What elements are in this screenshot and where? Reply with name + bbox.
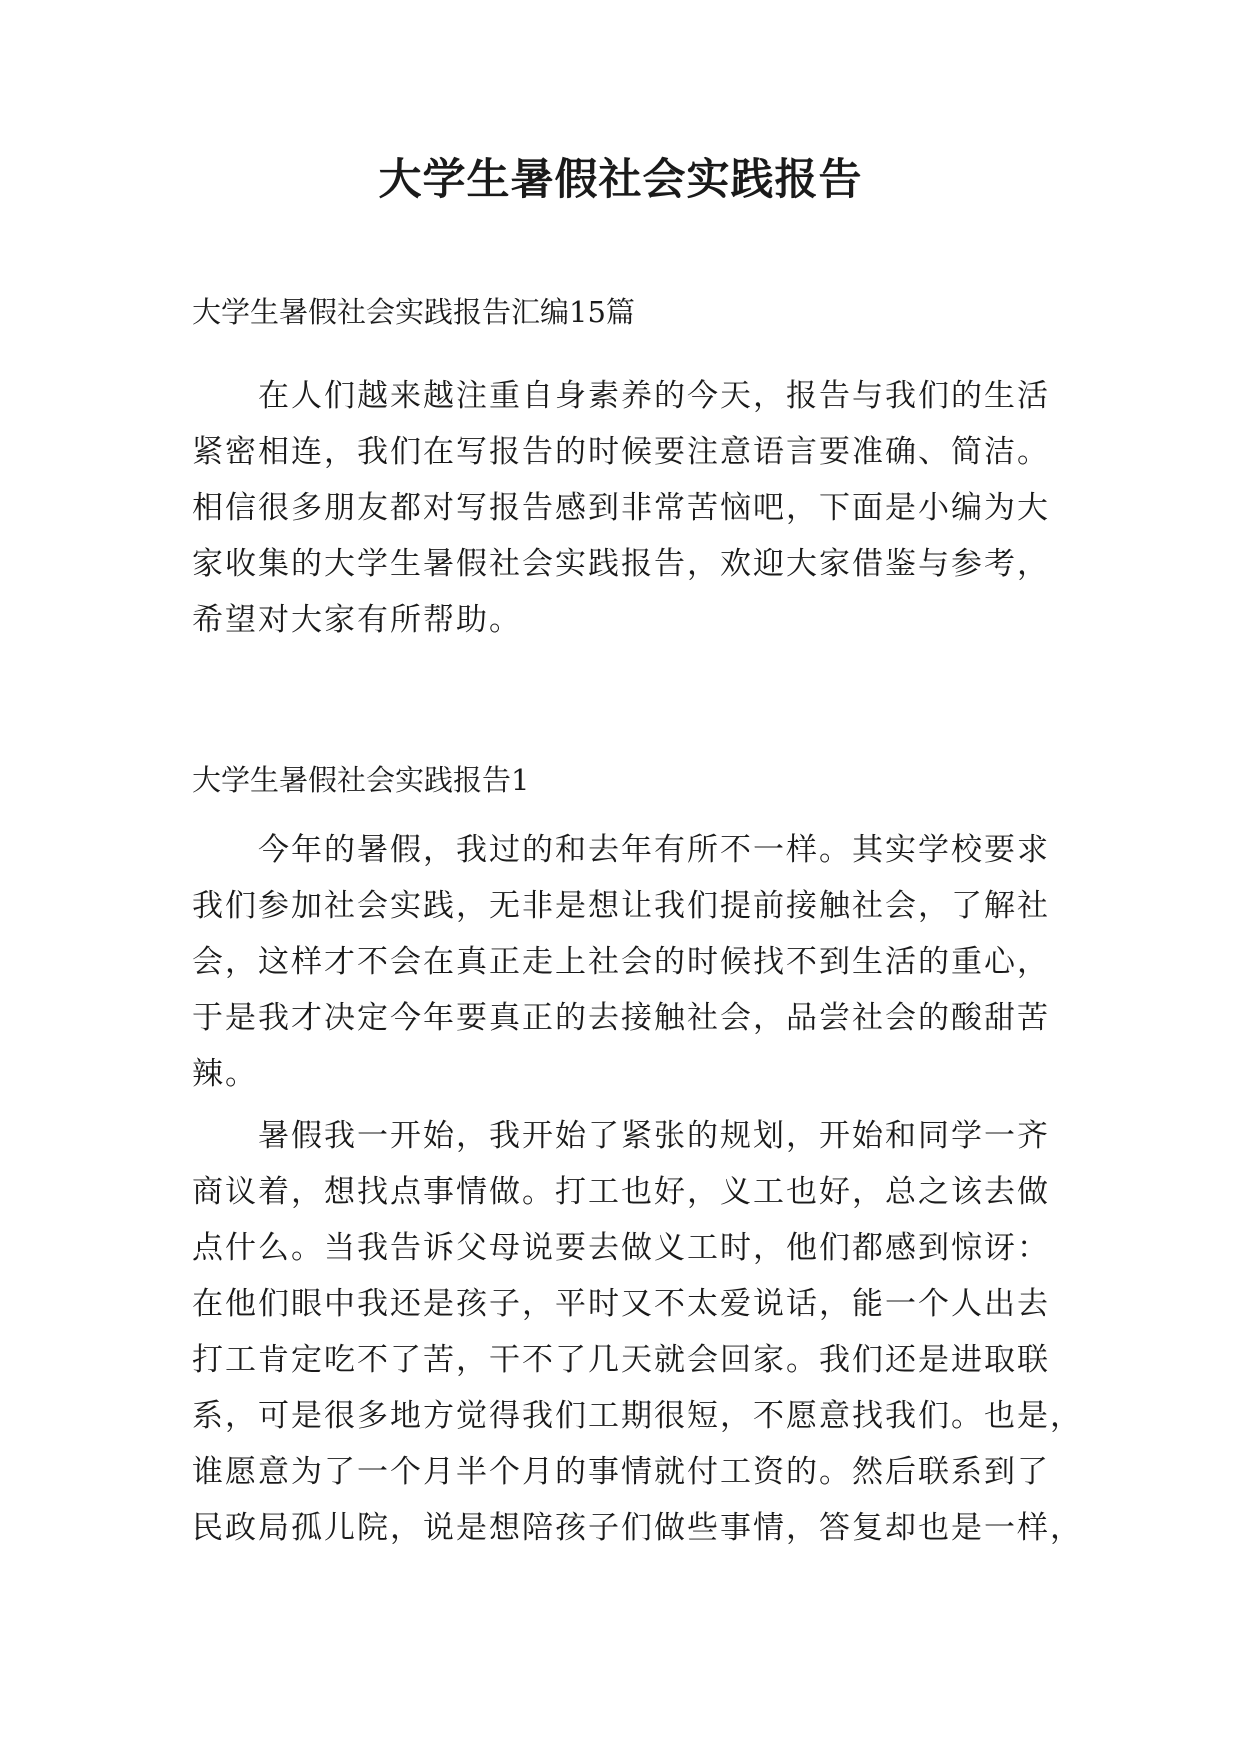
paragraph-line: 家收集的大学生暑假社会实践报告，欢迎大家借鉴与参考， <box>192 546 1050 582</box>
paragraph-line: 谁愿意为了一个月半个月的事情就付工资的。然后联系到了 <box>192 1454 1050 1490</box>
paragraph-line: 希望对大家有所帮助。 <box>192 602 522 638</box>
paragraph-line: 在人们越来越注重自身素养的今天，报告与我们的生活 <box>258 378 1050 414</box>
paragraph-line: 民政局孤儿院，说是想陪孩子们做些事情，答复却也是一样， <box>192 1510 1083 1546</box>
section-heading: 大学生暑假社会实践报告1 <box>192 763 530 797</box>
paragraph-line: 点什么。当我告诉父母说要去做义工时，他们都感到惊讶： <box>192 1230 1050 1266</box>
document-title: 大学生暑假社会实践报告 <box>378 155 863 205</box>
paragraph-line: 于是我才决定今年要真正的去接触社会，品尝社会的酸甜苦 <box>192 1000 1050 1036</box>
document-subtitle: 大学生暑假社会实践报告汇编15篇 <box>192 295 635 329</box>
paragraph-line: 今年的暑假，我过的和去年有所不一样。其实学校要求 <box>258 832 1050 868</box>
paragraph-line: 打工肯定吃不了苦，干不了几天就会回家。我们还是进取联 <box>192 1342 1050 1378</box>
body-paragraph <box>192 1108 1083 1556</box>
paragraph-line: 辣。 <box>192 1056 258 1092</box>
paragraph-line: 我们参加社会实践，无非是想让我们提前接触社会，了解社 <box>192 888 1050 924</box>
paragraph-line: 在他们眼中我还是孩子，平时又不太爱说话，能一个人出去 <box>192 1286 1050 1322</box>
paragraph-line: 暑假我一开始，我开始了紧张的规划，开始和同学一齐 <box>258 1118 1050 1154</box>
paragraph-line: 商议着，想找点事情做。打工也好，义工也好，总之该去做 <box>192 1174 1050 1210</box>
paragraph-line: 相信很多朋友都对写报告感到非常苦恼吧，下面是小编为大 <box>192 490 1050 526</box>
paragraph-line: 紧密相连，我们在写报告的时候要注意语言要准确、简洁。 <box>192 434 1050 470</box>
body-paragraph <box>192 822 1052 1102</box>
intro-paragraph <box>192 368 1052 648</box>
paragraph-line: 会，这样才不会在真正走上社会的时候找不到生活的重心， <box>192 944 1050 980</box>
paragraph-line: 系，可是很多地方觉得我们工期很短，不愿意找我们。也是， <box>192 1398 1083 1434</box>
